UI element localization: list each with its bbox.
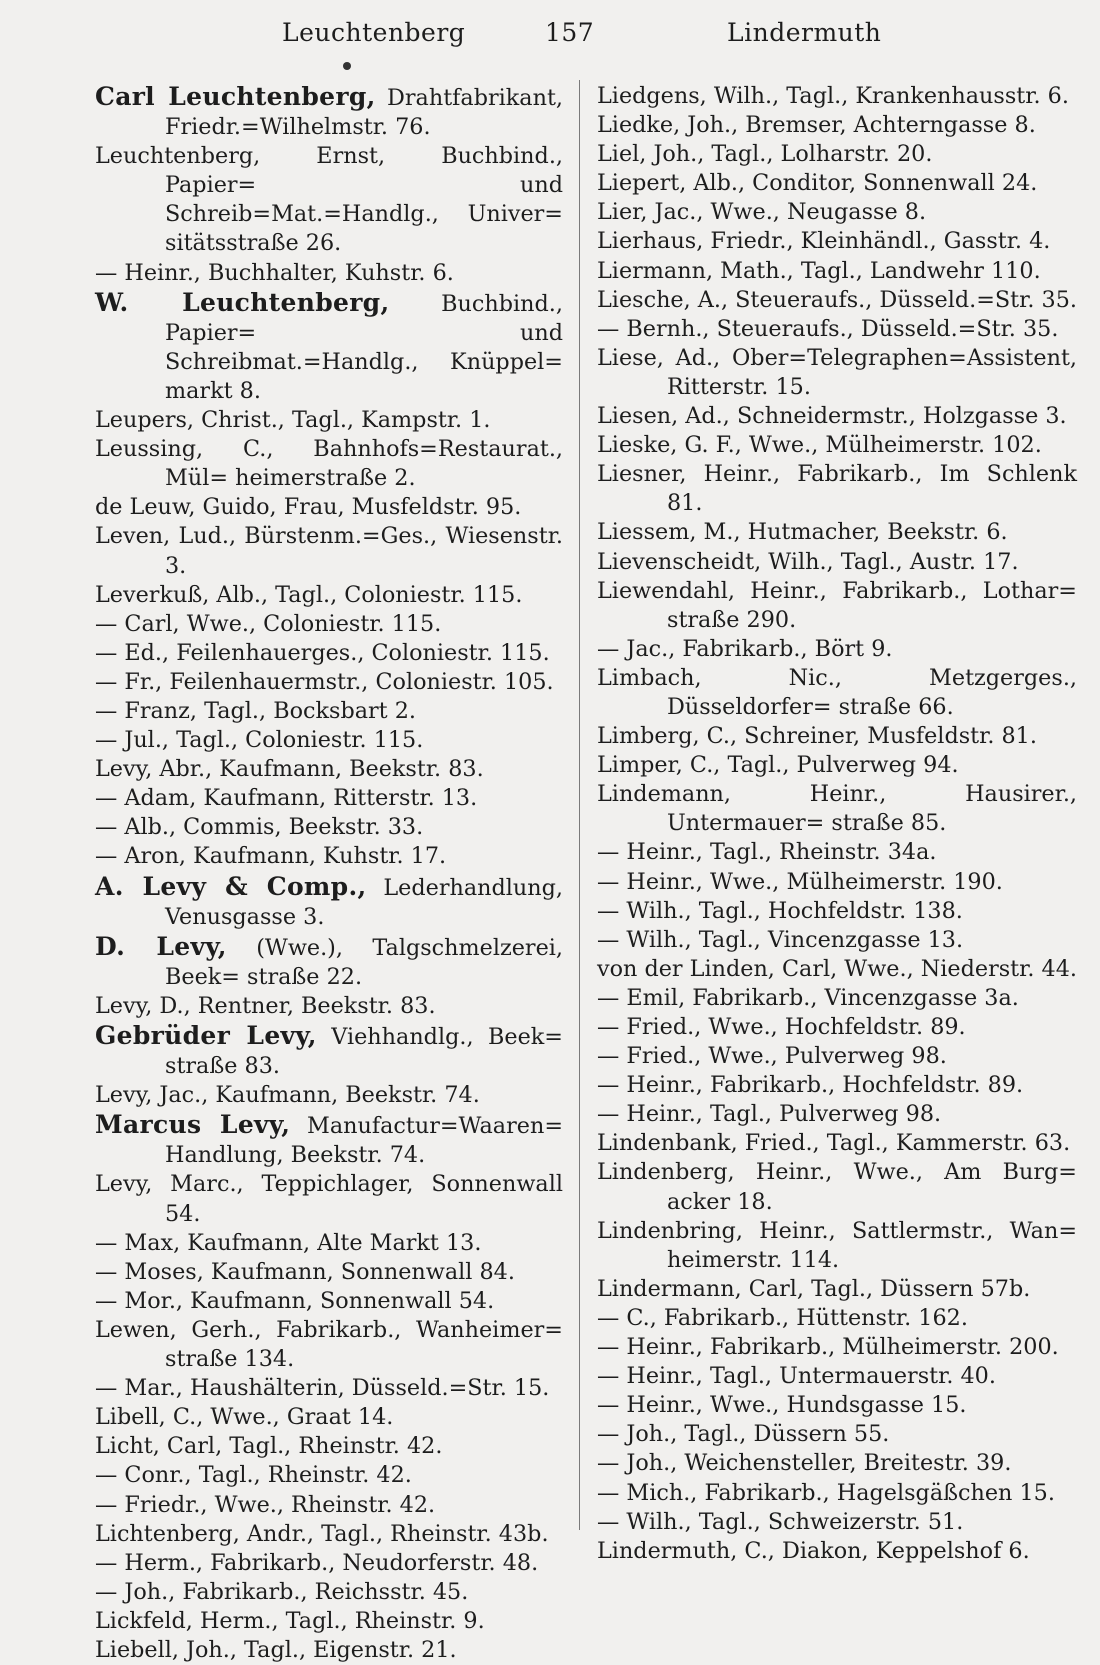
page-number: 157 xyxy=(545,18,595,47)
directory-entry xyxy=(597,315,1077,344)
directory-entry xyxy=(597,548,1077,577)
directory-entry xyxy=(597,1333,1077,1362)
directory-entry xyxy=(95,493,563,522)
directory-entry xyxy=(597,82,1077,111)
directory-entry xyxy=(597,460,1077,518)
entry-text: Lichtenberg, Andr., Tagl., Rheinstr. 43b. xyxy=(95,1520,549,1547)
entry-text: — Max, Kaufmann, Alte Markt 13. xyxy=(95,1229,482,1256)
entry-text: — Ed., Feilenhauerges., Coloniestr. 115. xyxy=(95,639,550,666)
directory-entry xyxy=(597,1129,1077,1158)
entry-text: — Heinr., Tagl., Rheinstr. 34a. xyxy=(597,839,937,866)
entry-text: — C., Fabrikarb., Hüttenstr. 162. xyxy=(597,1304,968,1331)
entry-text: — Franz, Tagl., Bocksbart 2. xyxy=(95,697,416,724)
entry-text: — Jac., Fabrikarb., Bört 9. xyxy=(597,635,893,662)
directory-entry xyxy=(95,581,563,610)
directory-entry xyxy=(597,1479,1077,1508)
entry-text: Lickfeld, Herm., Tagl., Rheinstr. 9. xyxy=(95,1607,485,1634)
entry-text: — Bernh., Steueraufs., Düsseld.=Str. 35. xyxy=(597,315,1059,342)
directory-entry xyxy=(95,435,563,493)
directory-entry xyxy=(597,1217,1077,1275)
directory-entry xyxy=(597,198,1077,227)
directory-entry xyxy=(95,1578,563,1607)
entry-text: Liewendahl, Heinr., Fabrikarb., Lothar= straße 290. xyxy=(597,577,1077,633)
entry-text: Liermann, Math., Tagl., Landwehr 110. xyxy=(597,257,1041,284)
column-divider xyxy=(579,80,580,1530)
directory-entry xyxy=(95,932,563,992)
entry-text: Libell, C., Wwe., Graat 14. xyxy=(95,1404,394,1431)
entry-text: Liedgens, Wilh., Tagl., Krankenhausstr. 6. xyxy=(597,83,1069,109)
directory-entry xyxy=(95,406,563,435)
entry-text: — Mich., Fabrikarb., Hagelsgäßchen 15. xyxy=(597,1479,1055,1506)
entry-firm-name: W. Leuchtenberg, xyxy=(95,287,390,317)
directory-entry xyxy=(597,868,1077,897)
entry-text: Levy, Abr., Kaufmann, Beekstr. 83. xyxy=(95,756,484,783)
directory-entry xyxy=(597,140,1077,169)
directory-entry xyxy=(597,1362,1077,1391)
entry-text: Lederhandlung, Venusgasse 3. xyxy=(165,874,563,930)
entry-text: — Conr., Tagl., Rheinstr. 42. xyxy=(95,1462,412,1489)
directory-entry xyxy=(95,1287,563,1316)
entry-text: — Heinr., Wwe., Hundsgasse 15. xyxy=(597,1392,967,1419)
entry-text: Lier, Jac., Wwe., Neugasse 8. xyxy=(597,199,927,226)
entry-text: — Moses, Kaufmann, Sonnenwall 84. xyxy=(95,1258,515,1285)
entry-text: Lieske, G. F., Wwe., Mülheimerstr. 102. xyxy=(597,432,1042,459)
directory-entry xyxy=(597,1100,1077,1129)
directory-entry xyxy=(597,257,1077,286)
entry-text: — Wilh., Tagl., Hochfeldstr. 138. xyxy=(597,897,963,924)
running-head-left: Leuchtenberg xyxy=(282,18,466,47)
directory-entry xyxy=(95,1021,563,1081)
entry-text: Lindenbank, Fried., Tagl., Kammerstr. 63. xyxy=(597,1130,1071,1157)
directory-entry xyxy=(597,984,1077,1013)
directory-entry xyxy=(95,1403,563,1432)
directory-entry xyxy=(95,697,563,726)
directory-entry xyxy=(597,1537,1077,1566)
directory-entry xyxy=(95,872,563,932)
directory-entry xyxy=(95,755,563,784)
entry-text: — Carl, Wwe., Coloniestr. 115. xyxy=(95,610,442,637)
entry-text: Licht, Carl, Tagl., Rheinstr. 42. xyxy=(95,1433,443,1460)
entry-text: Levy, Jac., Kaufmann, Beekstr. 74. xyxy=(95,1082,480,1109)
directory-entry xyxy=(597,1304,1077,1333)
directory-entry xyxy=(597,1508,1077,1537)
entry-firm-name: A. Levy & Comp., xyxy=(95,871,367,901)
entry-text: — Emil, Fabrikarb., Vincenzgasse 3a. xyxy=(597,984,1019,1011)
directory-entry xyxy=(597,1013,1077,1042)
entry-text: — Heinr., Tagl., Pulverweg 98. xyxy=(597,1101,942,1128)
directory-entry xyxy=(597,227,1077,256)
entry-text: Liessem, M., Hutmacher, Beekstr. 6. xyxy=(597,519,1008,546)
entry-text: Liesen, Ad., Schneidermstr., Holzgasse 3. xyxy=(597,403,1067,430)
directory-entry xyxy=(95,259,563,288)
entry-text: Liepert, Alb., Conditor, Sonnenwall 24. xyxy=(597,170,1038,197)
directory-entry xyxy=(597,111,1077,140)
directory-entry xyxy=(597,780,1077,838)
entry-firm-name: Marcus Levy, xyxy=(95,1110,291,1140)
entry-text: — Friedr., Wwe., Rheinstr. 42. xyxy=(95,1491,436,1518)
directory-entry xyxy=(95,1491,563,1520)
directory-entry xyxy=(597,169,1077,198)
entry-text: — Adam, Kaufmann, Ritterstr. 13. xyxy=(95,785,478,812)
directory-entry xyxy=(597,897,1077,926)
directory-entry xyxy=(95,610,563,639)
entry-text: von der Linden, Carl, Wwe., Niederstr. 44. xyxy=(597,955,1077,982)
directory-entry xyxy=(95,992,563,1021)
entry-text: Liebell, Joh., Tagl., Eigenstr. 21. xyxy=(95,1636,457,1663)
entry-text: Lindermuth, C., Diakon, Keppelshof 6. xyxy=(597,1537,1030,1564)
entry-text: Leverkuß, Alb., Tagl., Coloniestr. 115. xyxy=(95,581,523,608)
entry-text: Liesner, Heinr., Fabrikarb., Im Schlenk 81. xyxy=(597,461,1077,517)
entry-text: Lewen, Gerh., Fabrikarb., Wanheimer= straße 134. xyxy=(95,1316,563,1373)
directory-entry xyxy=(597,751,1077,780)
directory-entry xyxy=(95,522,563,580)
entry-text: de Leuw, Guido, Frau, Musfeldstr. 95. xyxy=(95,494,522,521)
entry-text: Leven, Lud., Bürstenm.=Ges., Wiesenstr. 3. xyxy=(95,523,563,579)
entry-text: Lindermann, Carl, Tagl., Düssern 57b. xyxy=(597,1275,1031,1302)
entry-text: Manufactur=Waaren= Handlung, Beekstr. 74. xyxy=(165,1113,564,1169)
entry-text: — Joh., Fabrikarb., Reichsstr. 45. xyxy=(95,1578,469,1605)
directory-entry xyxy=(597,926,1077,955)
entry-text: Limbach, Nic., Metzgerges., Düsseldorfer= straße 66. xyxy=(597,664,1077,720)
entry-text: Drahtfabrikant, Friedr.=Wilhelmstr. 76. xyxy=(165,85,563,141)
entry-text: Viehhandlg., Beek= straße 83. xyxy=(165,1024,563,1080)
directory-entry xyxy=(95,1110,563,1170)
directory-entry xyxy=(95,142,563,258)
entry-text: — Fried., Wwe., Hochfeldstr. 89. xyxy=(597,1014,966,1040)
directory-entry xyxy=(597,577,1077,635)
directory-entry xyxy=(597,955,1077,984)
entry-text: Leupers, Christ., Tagl., Kampstr. 1. xyxy=(95,407,491,434)
directory-entry xyxy=(597,635,1077,664)
entry-text: Lindemann, Heinr., Hausirer., Untermauer= straße 85. xyxy=(597,781,1077,837)
entry-text: — Wilh., Tagl., Schweizerstr. 51. xyxy=(597,1508,964,1535)
directory-entry xyxy=(597,1042,1077,1071)
ink-dot xyxy=(343,62,351,70)
directory-entry xyxy=(95,1374,563,1403)
directory-entry xyxy=(597,1071,1077,1100)
entry-text: — Wilh., Tagl., Vincenzgasse 13. xyxy=(597,926,964,953)
directory-entry xyxy=(597,1391,1077,1420)
directory-entry xyxy=(95,726,563,755)
directory-entry xyxy=(95,842,563,871)
entry-text: Lievenscheidt, Wilh., Tagl., Austr. 17. xyxy=(597,548,1019,575)
entry-text: Levy, D., Rentner, Beekstr. 83. xyxy=(95,992,436,1019)
entry-text: — Mar., Haushälterin, Düsseld.=Str. 15. xyxy=(95,1375,550,1402)
directory-entry xyxy=(597,518,1077,547)
entry-text: — Fr., Feilenhauermstr., Coloniestr. 105. xyxy=(95,668,554,695)
directory-entry xyxy=(95,82,563,142)
entry-text: — Aron, Kaufmann, Kuhstr. 17. xyxy=(95,843,447,870)
directory-entry xyxy=(597,1420,1077,1449)
directory-entry xyxy=(95,1170,563,1228)
entry-text: — Heinr., Buchhalter, Kuhstr. 6. xyxy=(95,259,454,286)
page-header xyxy=(0,18,1100,58)
entry-text: — Heinr., Tagl., Untermauerstr. 40. xyxy=(597,1363,996,1390)
directory-entry xyxy=(95,1549,563,1578)
directory-entry xyxy=(597,1158,1077,1216)
entry-text: Lindenberg, Heinr., Wwe., Am Burg= acker 18. xyxy=(597,1159,1077,1215)
directory-entry xyxy=(95,813,563,842)
entry-text: Leussing, C., Bahnhofs=Restaurat., Mül= heimerstraße 2. xyxy=(95,436,563,492)
entry-text: Levy, Marc., Teppichlager, Sonnenwall 54. xyxy=(95,1171,563,1227)
entry-text: Leuchtenberg, Ernst, Buchbind., Papier= und Schreib=Mat.=Handlg., Univer= sitätsstraße 26. xyxy=(95,143,563,257)
entry-text: Lindenbring, Heinr., Sattlermstr., Wan= heimerstr. 114. xyxy=(597,1217,1077,1273)
entry-text: Buchbind., Papier= und Schreibmat.=Handlg., Knüppel= markt 8. xyxy=(165,290,563,404)
entry-text: — Heinr., Fabrikarb., Hochfeldstr. 89. xyxy=(597,1072,1024,1099)
directory-entry xyxy=(95,668,563,697)
entry-text: — Joh., Tagl., Düssern 55. xyxy=(597,1421,890,1448)
entry-text: Lierhaus, Friedr., Kleinhändl., Gasstr. 4. xyxy=(597,228,1051,255)
directory-entry xyxy=(95,1461,563,1490)
directory-entry xyxy=(95,1081,563,1110)
entry-firm-name: Carl Leuchtenberg, xyxy=(95,82,376,111)
entry-text: (Wwe.), Talgschmelzerei, Beek= straße 22. xyxy=(165,934,563,990)
entry-text: Liesche, A., Steueraufs., Düsseld.=Str. 35. xyxy=(597,286,1077,313)
directory-entry xyxy=(597,344,1077,402)
entry-text: Liel, Joh., Tagl., Lolharstr. 20. xyxy=(597,141,933,168)
directory-entry xyxy=(95,784,563,813)
directory-entry xyxy=(597,838,1077,867)
directory-entry xyxy=(95,1607,563,1636)
directory-entry xyxy=(597,286,1077,315)
entry-text: — Heinr., Fabrikarb., Mülheimerstr. 200. xyxy=(597,1334,1059,1361)
entry-text: — Alb., Commis, Beekstr. 33. xyxy=(95,814,424,841)
directory-entry xyxy=(597,722,1077,751)
directory-entry xyxy=(95,1636,563,1665)
directory-entry xyxy=(597,402,1077,431)
directory-entry xyxy=(95,1432,563,1461)
directory-entry xyxy=(95,1229,563,1258)
directory-entry xyxy=(597,1449,1077,1478)
running-head-right: Lindermuth xyxy=(727,18,882,47)
entry-text: — Jul., Tagl., Coloniestr. 115. xyxy=(95,727,424,754)
entry-text: — Mor., Kaufmann, Sonnenwall 54. xyxy=(95,1287,495,1314)
left-column xyxy=(95,82,563,1665)
entry-text: Liese, Ad., Ober=Telegraphen=Assistent, Ritterstr. 15. xyxy=(597,344,1077,400)
directory-entry xyxy=(95,288,563,406)
entry-firm-name: Gebrüder Levy, xyxy=(95,1021,317,1050)
entry-text: Limper, C., Tagl., Pulverweg 94. xyxy=(597,752,959,779)
directory-entry xyxy=(597,1275,1077,1304)
directory-entry xyxy=(95,639,563,668)
directory-entry xyxy=(95,1258,563,1287)
entry-text: Liedke, Joh., Bremser, Achterngasse 8. xyxy=(597,112,1036,139)
entry-text: — Heinr., Wwe., Mülheimerstr. 190. xyxy=(597,868,1003,895)
entry-text: — Fried., Wwe., Pulverweg 98. xyxy=(597,1043,947,1070)
entry-text: Limberg, C., Schreiner, Musfeldstr. 81. xyxy=(597,723,1037,750)
directory-entry xyxy=(95,1520,563,1549)
directory-entry xyxy=(597,431,1077,460)
entry-text: — Joh., Weichensteller, Breitestr. 39. xyxy=(597,1450,1012,1477)
directory-entry xyxy=(95,1316,563,1374)
entry-firm-name: D. Levy, xyxy=(95,931,227,961)
directory-entry xyxy=(597,664,1077,722)
entry-text: — Herm., Fabrikarb., Neudorferstr. 48. xyxy=(95,1549,539,1576)
right-column xyxy=(597,82,1077,1566)
